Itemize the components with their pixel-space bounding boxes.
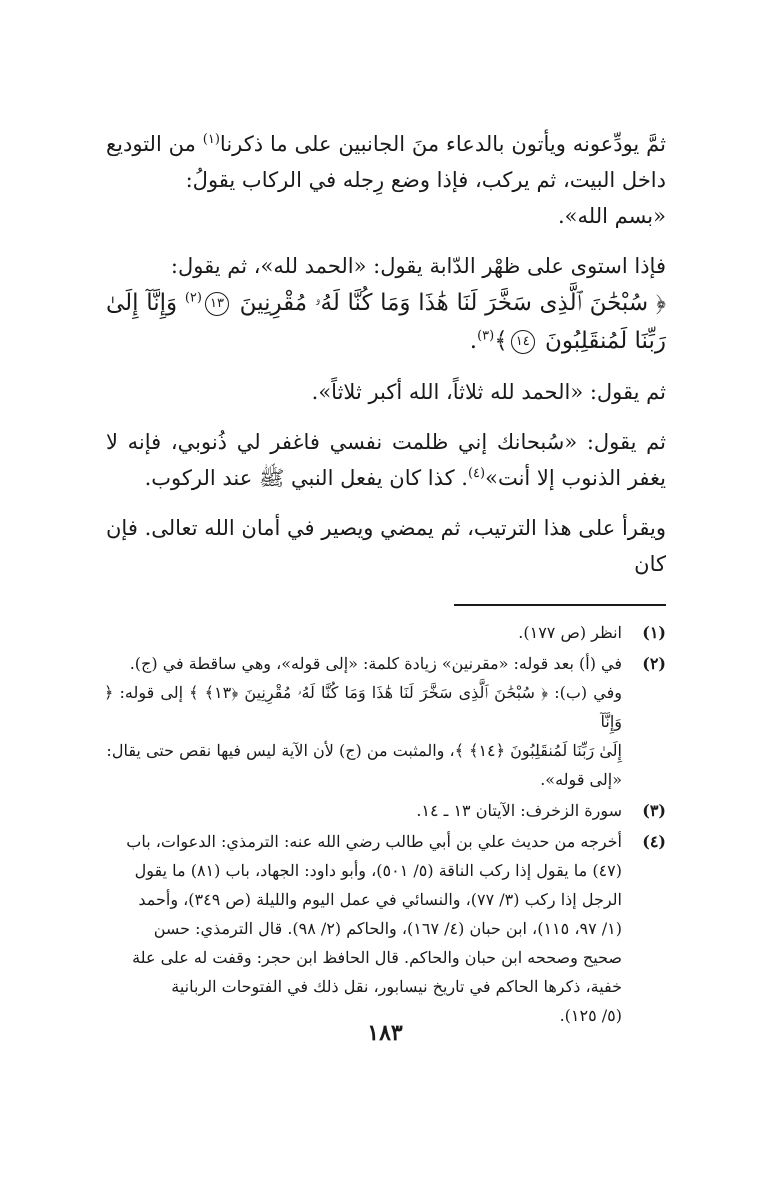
footnote-line: صحيح وصححه ابن حبان والحاكم. قال الحافظ ابن حجر: وقفت له على علة xyxy=(132,948,622,967)
footnote-line: أخرجه من حديث علي بن أبي طالب رضي الله عنه: الترمذي: الدعوات، باب xyxy=(126,832,622,851)
verse-part-2: وَإِنَّآ إِلَىٰ رَبِّنَا لَمُنقَلِبُونَ xyxy=(106,290,666,354)
ayah-number-13: ١٣ xyxy=(205,292,229,316)
footnotes xyxy=(104,618,666,1032)
paragraph-1 xyxy=(106,126,666,234)
paragraph-3: ثم يقول: «الحمد لله ثلاثاً، الله أكبر ثلاثاً». xyxy=(311,380,666,404)
footnote-line: وفي (ب): ﴿ سُبْحَٰنَ ٱلَّذِى سَخَّرَ لَنَا هَٰذَا وَمَا كُنَّا لَهُۥ مُقْرِنِينَ ﴿١٣﴾ ﴾ إلى قوله: ﴿ وَإِنَّآ xyxy=(104,683,622,731)
footnote-separator xyxy=(454,604,666,606)
footnote-body xyxy=(104,618,622,647)
verse-end-dot: . xyxy=(469,328,478,354)
verse-part-1: ﴿ سُبْحَٰنَ ٱلَّذِى سَخَّرَ لَنَا هَٰذَا وَمَا كُنَّا لَهُۥ مُقْرِنِينَ xyxy=(239,290,666,316)
footnote-4 xyxy=(104,827,666,1030)
verse-close-bracket: ﴾ xyxy=(494,328,508,354)
footnote-3 xyxy=(104,796,666,825)
footnote-2 xyxy=(104,649,666,794)
footnote-line: الرجل إذا ركب (٣/ ٧٧)، والنسائي في عمل اليوم والليلة (ص ٣٤٩)، وأحمد xyxy=(138,890,622,909)
paragraph-4-text-cont: . كذا كان يفعل النبي ﷺ عند الركوب. xyxy=(144,466,468,490)
footnote-ref-3[interactable]: (٣) xyxy=(477,328,495,344)
footnote-number: (٤) xyxy=(642,832,666,851)
footnote-line: انظر (ص ١٧٧). xyxy=(518,623,622,642)
paragraph-1-text-cont: من التوديع داخل البيت، ثم يركب، فإذا وضع رِجله في الركاب يقولُ: xyxy=(106,132,666,192)
footnote-line: (٤٧) ما يقول إذا ركب الناقة (٥/ ٥٠١)، وأبو داود: الجهاد، باب (٨١) ما يقول xyxy=(134,861,622,880)
footnote-ref-4[interactable]: (٤) xyxy=(467,466,486,481)
quran-verse xyxy=(106,284,666,360)
footnote-1 xyxy=(104,618,666,647)
footnote-number: (١) xyxy=(642,623,666,642)
footnote-body xyxy=(104,827,622,1030)
footnote-line: (١/ ٩٧، ١١٥)، ابن حبان (٤/ ١٦٧)، والحاكم (٢/ ٩٨). قال الترمذي: حسن xyxy=(153,919,622,938)
footnote-line: في (أ) بعد قوله: «مقرنين» زيادة كلمة: «إلى قوله»، وهي ساقطة في (ج). xyxy=(129,654,622,673)
footnote-ref-2[interactable]: (٢) xyxy=(184,290,202,306)
ayah-number-14: ١٤ xyxy=(511,330,535,354)
footnote-line: (٥/ ١٢٥). xyxy=(559,1006,622,1025)
paragraph-4 xyxy=(106,424,666,496)
paragraph-2-intro: فإذا استوى على ظهْر الدّابة يقول: «الحمد لله»، ثم يقول: xyxy=(170,254,666,278)
footnote-line: «إلى قوله». xyxy=(540,770,622,789)
footnote-line: سورة الزخرف: الآيتان ١٣ ـ ١٤. xyxy=(416,801,622,820)
footnote-line: إِلَىٰ رَبِّنَا لَمُنقَلِبُونَ ﴿١٤﴾ ﴾، والمثبت من (ج) لأن الآية ليس فيها نقص حتى يقال: xyxy=(106,741,622,760)
paragraph-5: ويقرأ على هذا الترتيب، ثم يمضي ويصير في أمان الله تعالى. فإن كان xyxy=(106,516,666,576)
main-text xyxy=(106,126,666,596)
paragraph-1-text: ثمَّ يودِّعونه ويأتون بالدعاء منَ الجانبين على ما ذكرنا xyxy=(219,132,666,156)
footnote-number: (٢) xyxy=(642,654,666,673)
footnote-body xyxy=(104,796,622,825)
basmala-quote: «بسم الله». xyxy=(557,204,666,228)
page-number: ١٨٣ xyxy=(367,1020,403,1046)
paragraph-4-text: ثم يقول: «سُبحانك إني ظلمت نفسي فاغفر لي ذُنوبي، فإنه لا يغفر الذنوب إلا أنت» xyxy=(106,430,666,490)
footnote-ref-1[interactable]: (١) xyxy=(202,132,220,147)
footnote-number: (٣) xyxy=(642,801,666,820)
footnote-body xyxy=(104,649,622,794)
footnote-line: خفية، ذكرها الحاكم في تاريخ نيسابور، نقل ذلك في الفتوحات الربانية xyxy=(171,977,622,996)
